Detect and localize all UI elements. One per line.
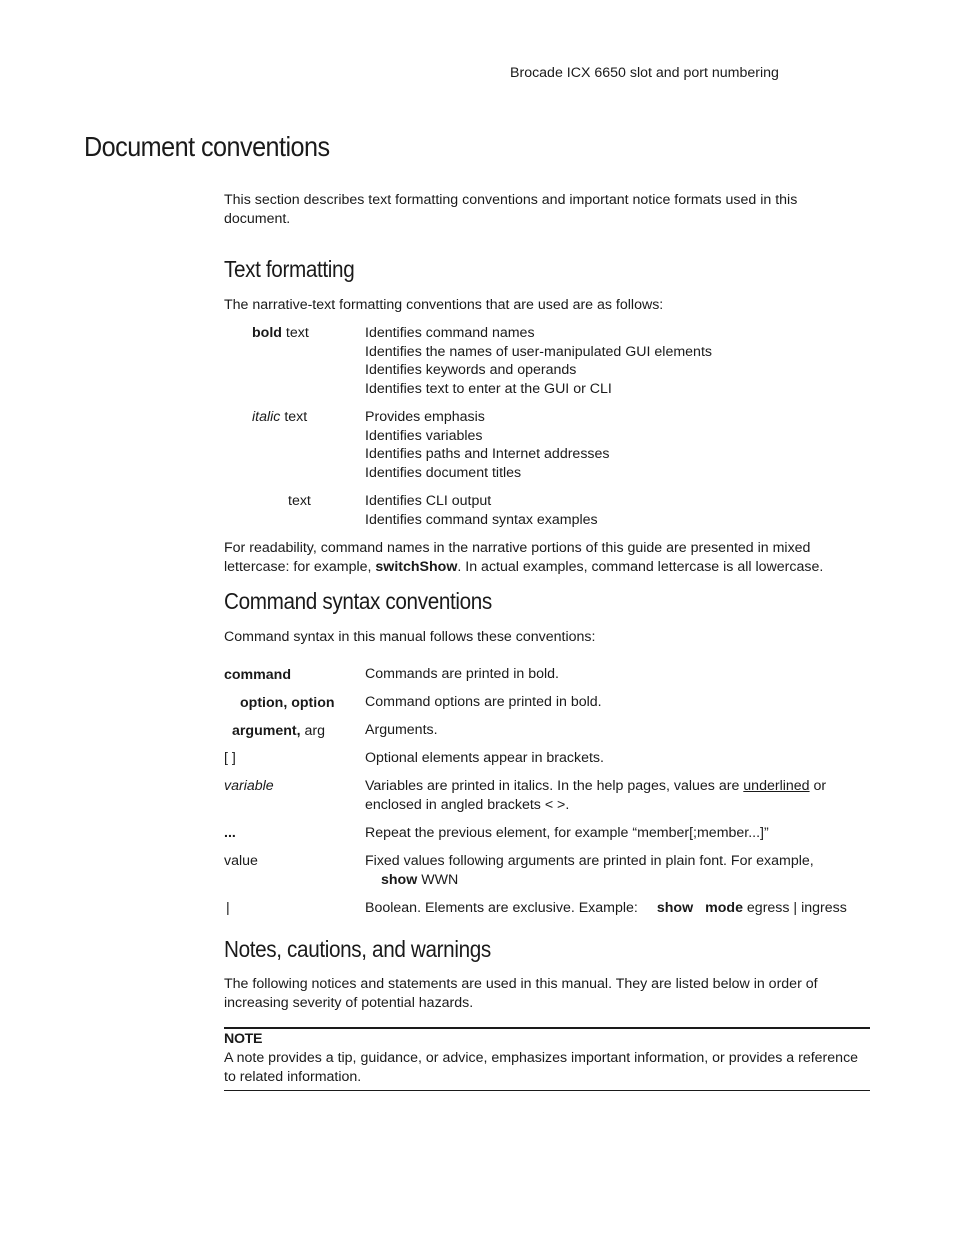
desc-line	[365, 871, 875, 890]
syntax-desc-value	[365, 852, 875, 889]
syntax-term-variable: variable	[224, 778, 274, 794]
desc-bold-text	[365, 324, 875, 398]
syntax-lead: Command syntax in this manual follows these conventions:	[224, 629, 596, 645]
term-bold-rest: text	[281, 325, 309, 341]
desc-line: Identifies document titles	[365, 464, 522, 481]
desc-plain-text	[365, 492, 875, 529]
boolean-example-keyword: mode	[705, 900, 743, 916]
syntax-term-command: command	[224, 667, 292, 683]
notes-lead: The following notices and statements are used in this manual. They are listed below in order of increasing severity of potential hazards.	[224, 976, 818, 1011]
syntax-term-boolean: |	[226, 900, 230, 916]
syntax-term-argument	[232, 722, 325, 741]
note-top-rule	[224, 1027, 870, 1029]
readability-text-b: . In actual examples, command lettercase is all lowercase.	[457, 559, 824, 575]
desc-line: Identifies text to enter at the GUI or CLI	[365, 380, 612, 397]
note-text: A note provides a tip, guidance, or advice, emphasizes important information, or provides a reference to related information.	[224, 1050, 859, 1085]
term-italic-rest: text	[280, 409, 308, 425]
term-bold-text	[252, 324, 309, 343]
syntax-term-value: value	[224, 853, 258, 869]
page-title: Document conventions	[84, 131, 330, 162]
term-italic-styled: italic	[252, 409, 281, 425]
desc-line: Identifies command names	[365, 325, 535, 341]
boolean-desc-a: Boolean. Elements are exclusive. Example:	[365, 900, 638, 916]
syntax-term-option: option, option	[240, 695, 335, 711]
readability-paragraph	[224, 539, 864, 577]
variable-desc-b: or	[809, 778, 827, 794]
variable-desc-a: Variables are printed in italics. In the help pages, values are	[365, 778, 744, 794]
desc-line	[365, 899, 875, 918]
intro-paragraph: This section describes text formatting conventions and important notice formats used in this document.	[224, 192, 798, 227]
syntax-term-ellipsis: ...	[224, 825, 236, 841]
note-label: NOTE	[224, 1031, 263, 1047]
section-heading-notes: Notes, cautions, and warnings	[224, 936, 491, 962]
term-bold-styled: bold	[252, 325, 282, 341]
running-header: Brocade ICX 6650 slot and port numbering	[510, 65, 779, 81]
desc-italic-text	[365, 408, 875, 482]
syntax-term-argument-rest: arg	[300, 723, 326, 739]
note-bottom-rule	[224, 1090, 870, 1091]
desc-line: enclosed in angled brackets < >.	[365, 796, 570, 813]
value-example-command: show	[381, 871, 418, 888]
text-formatting-lead: The narrative-text formatting conventions that are used are as follows:	[224, 297, 664, 313]
readability-command: switchShow	[375, 559, 458, 575]
term-italic-text	[252, 408, 307, 427]
term-plain-text: text	[288, 493, 311, 509]
syntax-desc-brackets: Optional elements appear in brackets.	[365, 750, 604, 766]
desc-line: Identifies CLI output	[365, 493, 492, 509]
section-heading-text-formatting: Text formatting	[224, 256, 355, 282]
syntax-desc-boolean	[365, 899, 875, 918]
syntax-desc-variable	[365, 777, 875, 814]
desc-line: Identifies variables	[365, 427, 483, 444]
desc-line: Identifies the names of user-manipulated GUI elements	[365, 343, 712, 360]
syntax-desc-ellipsis: Repeat the previous element, for example “member[;member...]”	[365, 825, 769, 841]
variable-desc-underlined: underlined	[743, 778, 810, 794]
desc-line: Fixed values following arguments are printed in plain font. For example,	[365, 853, 814, 869]
desc-line: Provides emphasis	[365, 409, 485, 425]
section-heading-command-syntax: Command syntax conventions	[224, 588, 492, 614]
syntax-desc-argument: Arguments.	[365, 722, 438, 738]
syntax-term-brackets: [ ]	[224, 750, 236, 766]
syntax-desc-command: Commands are printed in bold.	[365, 666, 559, 682]
desc-line: Identifies paths and Internet addresses	[365, 446, 610, 462]
boolean-example-command: show	[656, 900, 694, 916]
desc-line	[365, 777, 875, 796]
syntax-term-argument-bold: argument,	[232, 723, 301, 739]
desc-line: Identifies keywords and operands	[365, 362, 577, 378]
readability-text-a: For readability, command names in the narrative portions of this guide are presented in mixed lettercase: for example,	[224, 540, 811, 575]
desc-line: Identifies command syntax examples	[365, 511, 598, 528]
boolean-example-rest: egress | ingress	[742, 900, 847, 916]
syntax-desc-option: Command options are printed in bold.	[365, 694, 602, 710]
value-example-rest: WWN	[417, 871, 459, 888]
